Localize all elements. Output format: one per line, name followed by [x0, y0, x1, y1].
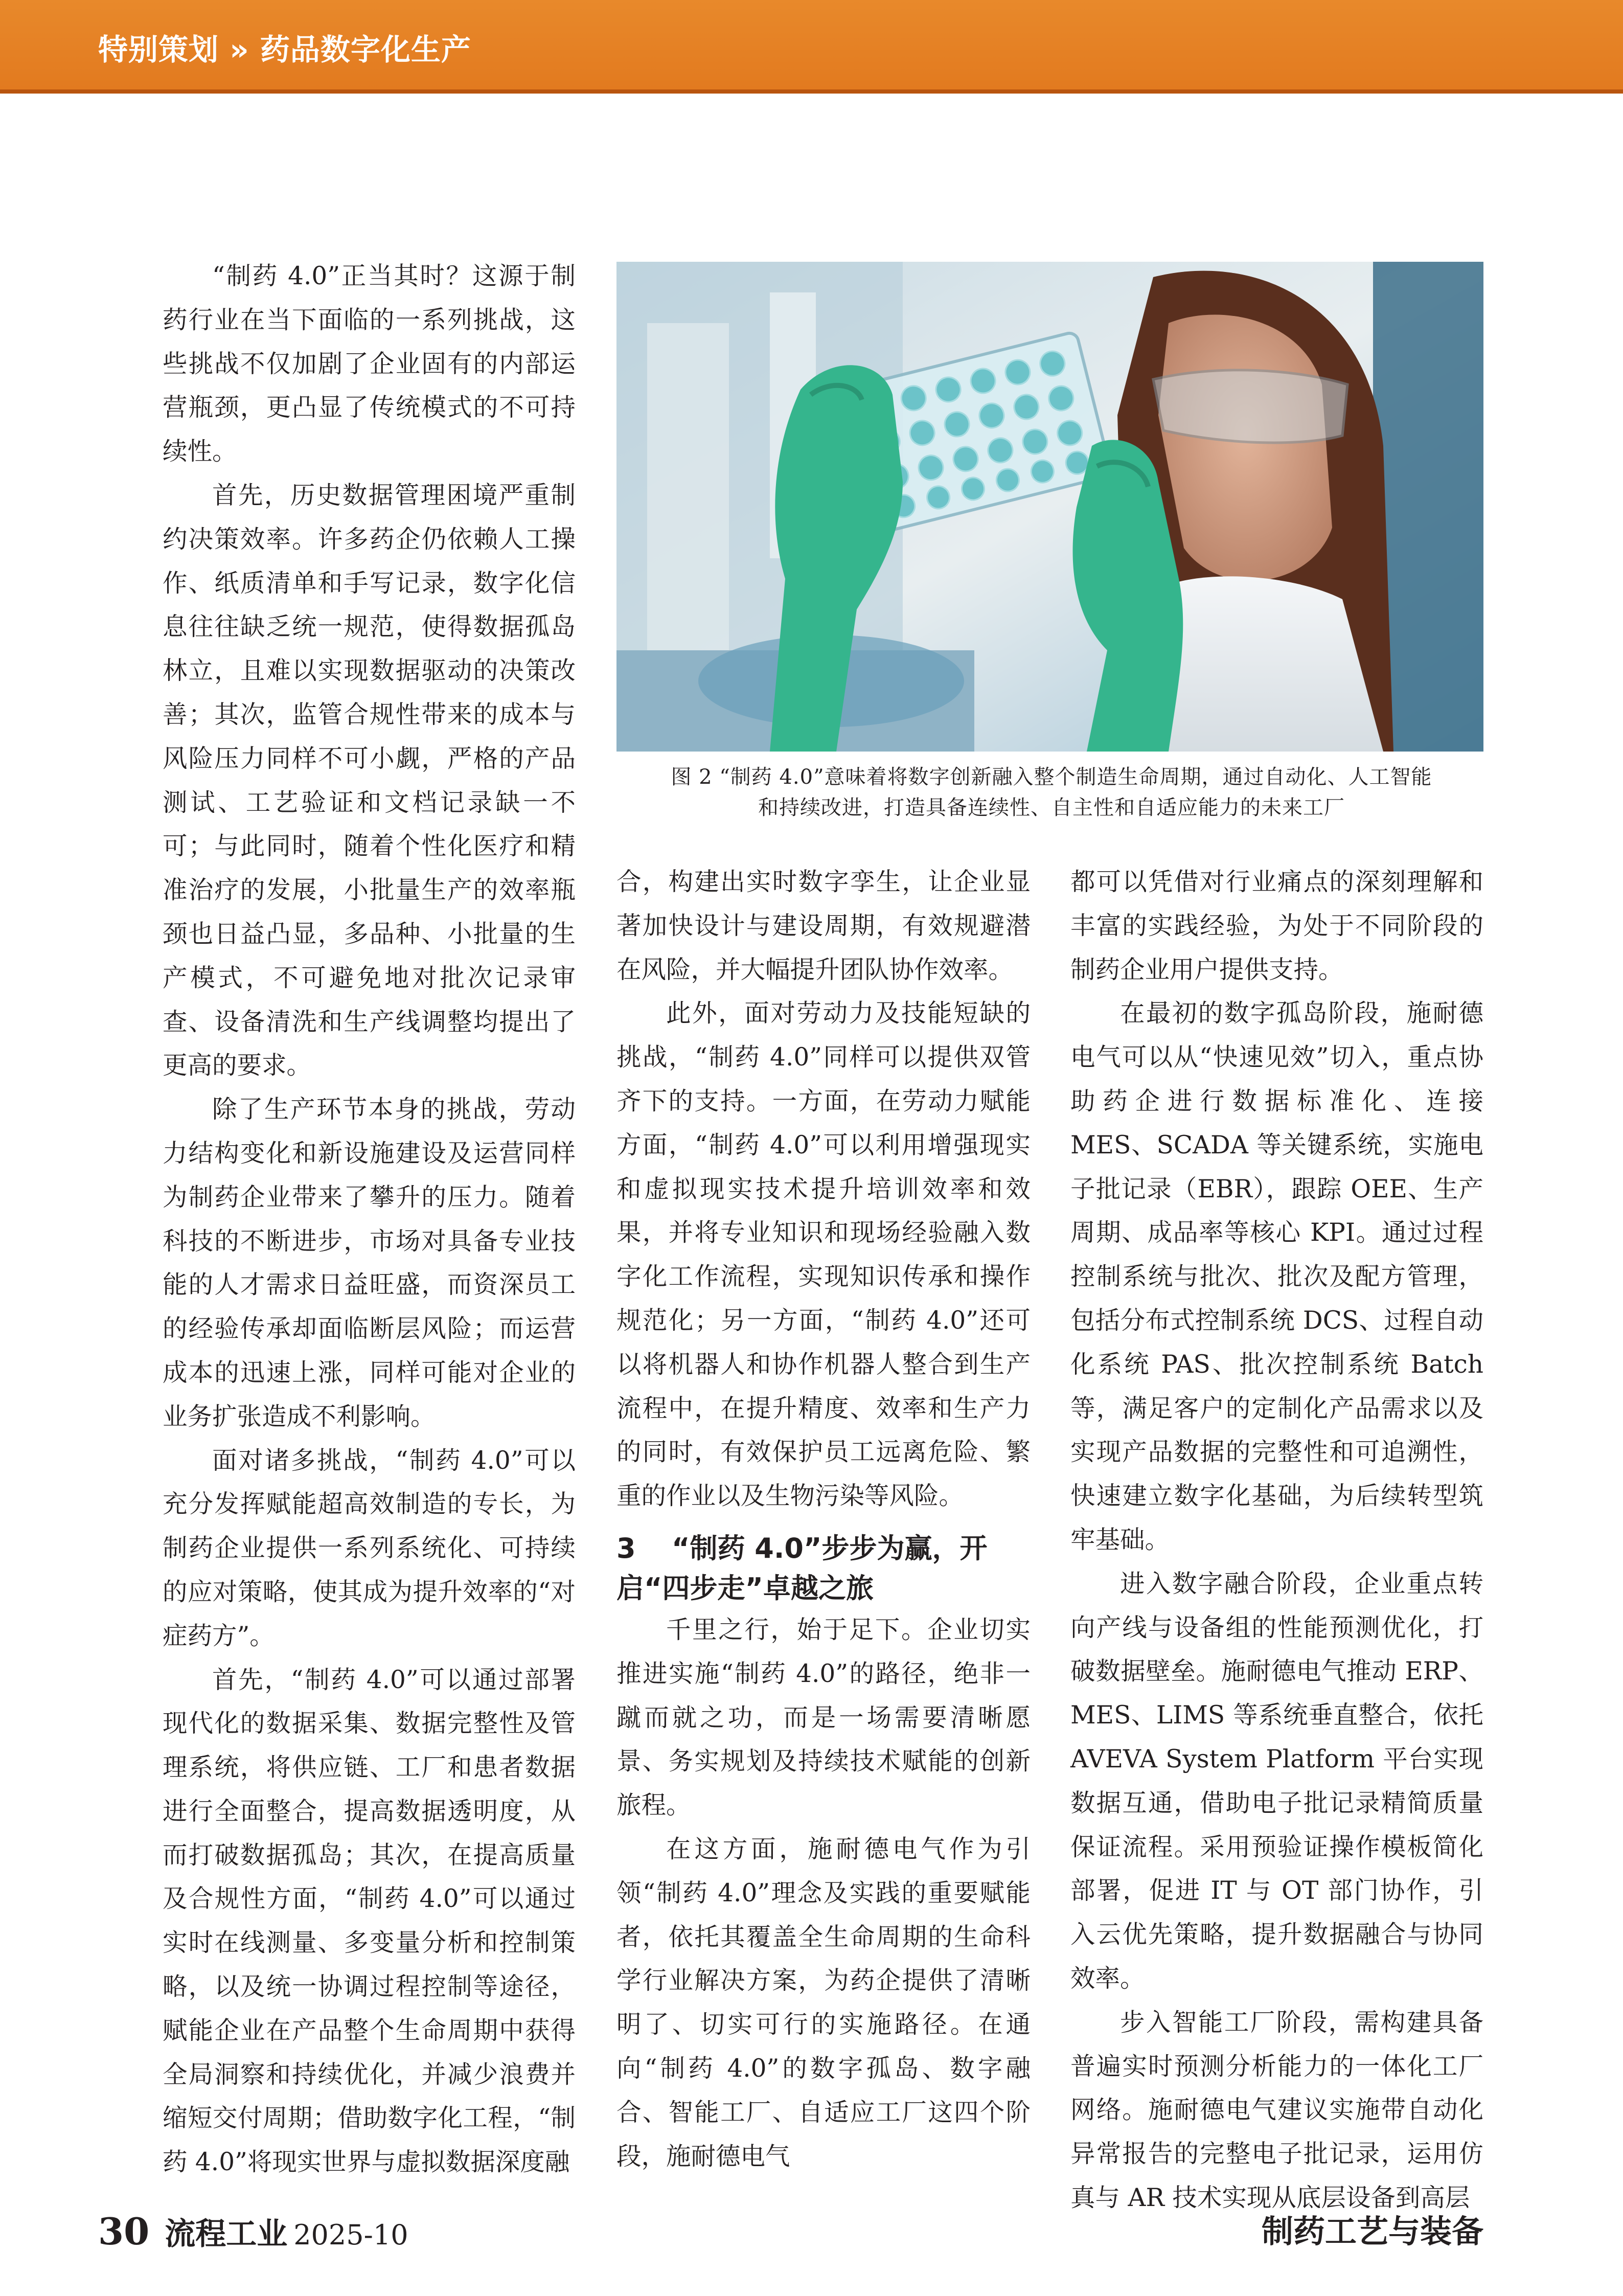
topic-label: 药品数字化生产 — [260, 32, 471, 67]
section-header — [98, 32, 471, 67]
paragraph: 首先，历史数据管理困境严重制约决策效率。许多药企仍依赖人工操作、纸质清单和手写记录，数字化信息往往缺乏统一规范，使得数据孤岛林立，且难以实现数据驱动的决策改善；其次，监管合规性带来的成本与风险压力同样不可小觑，严格的产品测试、工艺验证和文档记录缺一不可；与此同时，随着个性化医疗和精准治疗的发展，小批量生产的效率瓶颈也日益凸显，多品种、小批量的生产模式，不可避免地对批次记录审查、设备清洗和生产线调整均提出了更高的要求。 — [163, 481, 576, 1080]
section-title: “制药 4.0”步步为赢，开启“四步走”卓越之旅 — [616, 1532, 988, 1604]
paragraph: 此外，面对劳动力及技能短缺的挑战，“制药 4.0”同样可以提供双管齐下的支持。一方面，在劳动力赋能方面，“制药 4.0”可以利用增强现实和虚拟现实技术提升培训效率和效果，并将专业知识和现场经验融入数字化工作流程，实现知识传承和操作规范化；另一方面，“制药 4.0”还可以将机器人和协作机器人整合到生产流程中，在提升精度、效率和生产力的同时，有效保护员工远离危险、繁重的作业以及生物污染等风险。 — [616, 999, 1031, 1511]
caption-line: 图 2 “制药 4.0”意味着将数字创新融入整个制造生命周期，通过自动化、人工智能 — [671, 765, 1432, 789]
figure-photo — [616, 262, 1483, 752]
paragraph: 步入智能工厂阶段，需构建具备普遍实时预测分析能力的一体化工厂网络。施耐德电气建议实施带自动化异常报告的完整电子批记录，运用仿真与 AR 技术实现从底层设备到高层 — [1070, 2008, 1483, 2212]
article-column-3 — [1070, 860, 1483, 2220]
issue-date: 2025-10 — [293, 2219, 408, 2251]
separator-glyph: » — [230, 32, 249, 67]
paragraph: 在最初的数字孤岛阶段，施耐德电气可以从“快速见效”切入，重点协助药企进行数据标准化、连接 MES、SCADA 等关键系统，实施电子批记录（EBR），跟踪 OEE、生产周期、成品率等核心 KPI。通过过程控制系统与批次、批次及配方管理，包括分布式控制系统 DCS、过程自动化系统 PAS、批次控制系统 Batch 等，满足客户的定制化产品需求以及实现产品数据的完整性和可追溯性，快速建立数字化基础，为后续转型筑牢基础。 — [1070, 999, 1483, 1554]
page-number: 30 — [98, 2210, 150, 2253]
paragraph: 合，构建出实时数字孪生，让企业显著加快设计与建设周期，有效规避潜在风险，并大幅提升团队协作效率。 — [616, 868, 1031, 984]
magazine-name: 流程工业 — [165, 2216, 288, 2252]
footer-column-name: 制药工艺与装备 — [1261, 2213, 1483, 2250]
paragraph: 进入数字融合阶段，企业重点转向产线与设备组的性能预测优化，打破数据壁垒。施耐德电气推动 ERP、MES、LIMS 等系统垂直整合，依托 AVEVA System Platform 平台实现数据互通，借助电子批记录精简质量保证流程。采用预验证操作模板简化部署，促进 IT 与 OT 部门协作，引入云优先策略，提升数据融合与协同效率。 — [1070, 1569, 1483, 1993]
section-label: 特别策划 — [98, 32, 219, 67]
footer-left — [98, 2203, 408, 2260]
caption-line: 和持续改进，打造具备连续性、自主性和自适应能力的未来工厂 — [758, 796, 1345, 820]
figure-caption — [625, 762, 1478, 823]
section-heading — [616, 1529, 1031, 1608]
article-column-2 — [616, 860, 1031, 2178]
paragraph: “制药 4.0”正当其时？这源于制药行业在当下面临的一系列挑战，这些挑战不仅加剧了企业固有的内部运营瓶颈，更凸显了传统模式的不可持续性。 — [163, 262, 576, 466]
paragraph: 都可以凭借对行业痛点的深刻理解和丰富的实践经验，为处于不同阶段的制药企业用户提供支持。 — [1070, 868, 1483, 984]
paragraph: 在这方面，施耐德电气作为引领“制药 4.0”理念及实践的重要赋能者，依托其覆盖全生命周期的生命科学行业解决方案，为药企提供了清晰明了、切实可行的实施路径。在通向“制药 4.0”的数字孤岛、数字融合、智能工厂、自适应工厂这四个阶段，施耐德电气 — [616, 1834, 1031, 2171]
paragraph: 首先，“制药 4.0”可以通过部署现代化的数据采集、数据完整性及管理系统，将供应链、工厂和患者数据进行全面整合，提高数据透明度，从而打破数据孤岛；其次，在提高质量及合规性方面，“制药 4.0”可以通过实时在线测量、多变量分析和控制策略，以及统一协调过程控制等途径，赋能企业在产品整个生命周期中获得全局洞察和持续优化，并减少浪费并缩短交付周期；借助数字化工程，“制药 4.0”将现实世界与虚拟数据深度融 — [163, 1665, 576, 2177]
paragraph: 面对诸多挑战，“制药 4.0”可以充分发挥赋能超高效制造的专长，为制药企业提供一系列系统化、可持续的应对策略，使其成为提升效率的“对症药方”。 — [163, 1446, 576, 1650]
paragraph: 千里之行，始于足下。企业切实推进实施“制药 4.0”的路径，绝非一蹴而就之功，而是一场需要清晰愿景、务实规划及持续技术赋能的创新旅程。 — [616, 1615, 1031, 1820]
article-column-1 — [163, 255, 576, 2185]
paragraph: 除了生产环节本身的挑战，劳动力结构变化和新设施建设及运营同样为制药企业带来了攀升的压力。随着科技的不断进步，市场对具备专业技能的人才需求日益旺盛，而资深员工的经验传承却面临断层风险；而运营成本的迅速上涨，同样可能对企业的业务扩张造成不利影响。 — [163, 1095, 576, 1431]
section-number: 3 — [616, 1532, 636, 1564]
header-divider — [0, 89, 1623, 94]
